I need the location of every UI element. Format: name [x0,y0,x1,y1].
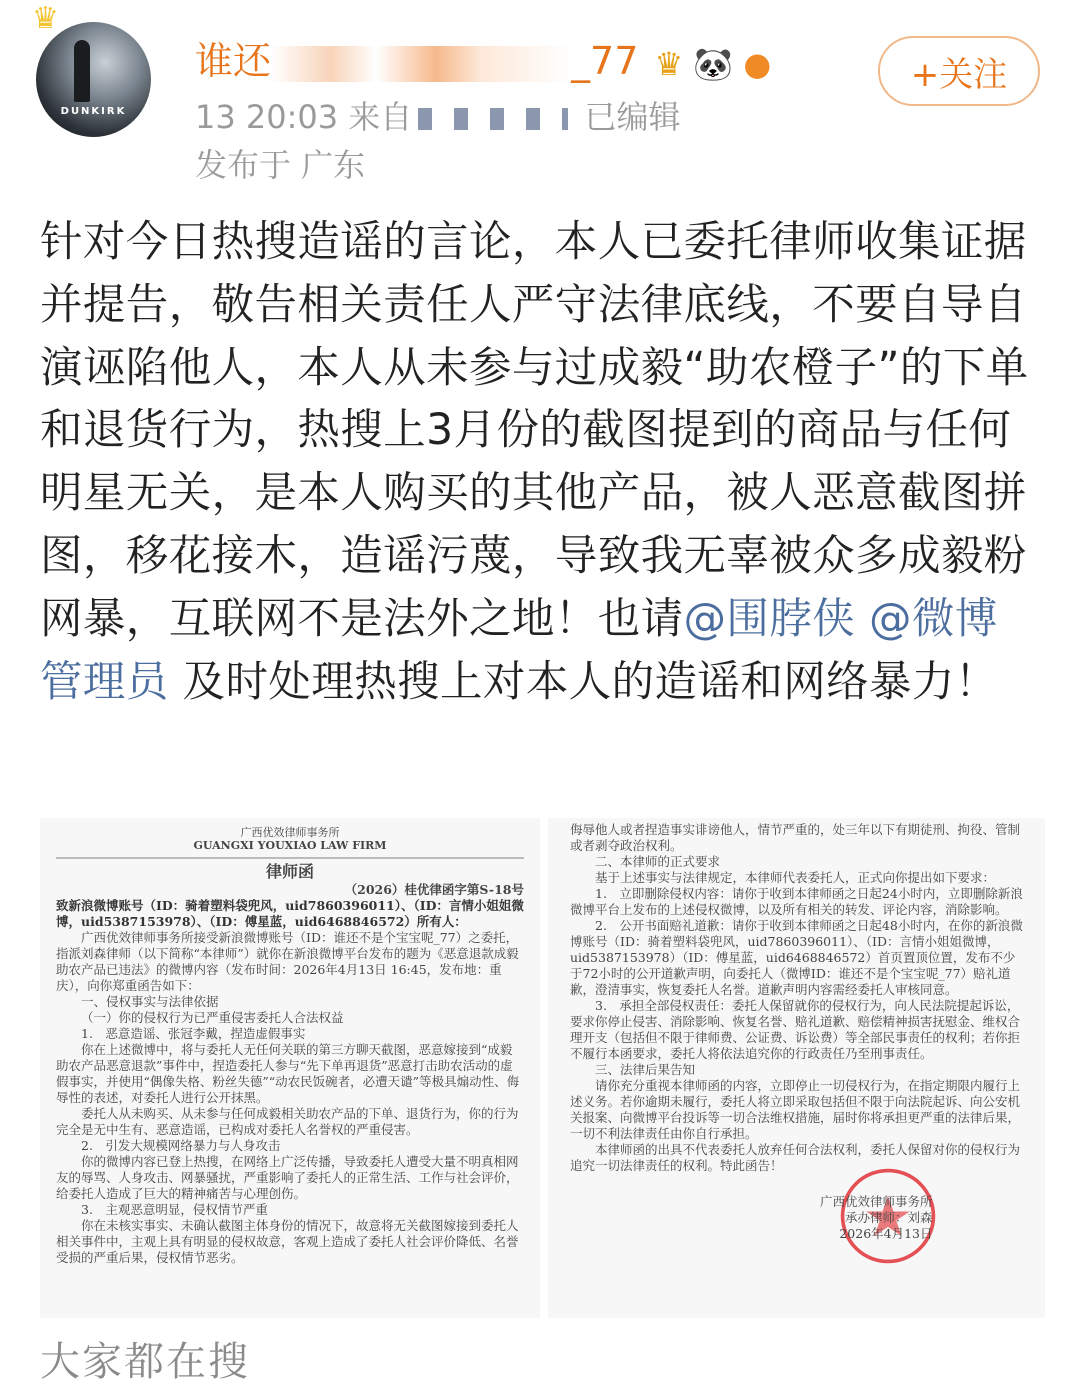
paragraph: 你的微博内容已登上热搜，在网络上广泛传播，导致委托人遭受大量不明真相网友的辱骂、人身攻击、网暴骚扰，严重影响了委托人的正常生活、工作与社会评价，给委托人造成了巨大的精神痛苦与心理创伤。 [56,1154,519,1201]
crown-badge-icon[interactable]: ♛ [654,44,684,83]
lawyer-letter-image-1[interactable] [40,818,540,1318]
paragraph: 本律师函的出具不代表委托人放弃任何合法权利，委托人保留对你的侵权行为追究一切法律责任的权利。特此函告！ [570,1142,1021,1173]
edited-label[interactable]: 已编辑 [584,98,681,136]
follow-button[interactable]: +关注 [878,36,1040,106]
heading: 二、本律师的正式要求 [595,854,721,869]
paragraph: 2. 公开书面赔礼道歉：请你于收到本律师函之日起48小时内，在你的新浪微博账号（ID：骑着塑料袋兜风，uid7860396011）、（ID：言情小姐姐微博，uid5387153978）（ID：傅星蓝，uid6468846572）首页置顶位置，发布不少于72小时的公开道歉声明，向委托人（微博ID：谁还不是个宝宝呢_77）赔礼道歉，澄清事实，恢复委托人名誉。道歉声明内容需经委托人审核同意。 [570,918,1023,997]
fish-badge-icon[interactable]: ● [743,44,772,83]
username-prefix: 谁还 [195,39,272,83]
subheading: 3. 主观恶意明显，侵权情节严重 [81,1202,268,1217]
post-text [40,212,1040,714]
paragraph: 你在上述微博中，将与委托人无任何关联的第三方聊天截图，恶意嫁接到“成毅助农产品恶意退款”事件中，捏造委托人参与“先下单再退货”恶意打击助农活动的虚假事实，并使用“偶像失格、粉丝失德”“动农民饭碗者，必遭天谴”等极具煽动性、侮辱性的表述，对委托人进行公开抹黑。 [56,1042,520,1105]
lawyer-letter-image-2[interactable] [548,818,1045,1318]
header-divider [56,857,524,859]
paragraph: 侮辱他人或者捏造事实诽谤他人，情节严重的，处三年以下有期徒刑、拘役、管制或者剥夺政治权利。 [570,822,1021,853]
mention-weibo-admin[interactable]: @微博管理员 [40,594,998,707]
paragraph: 广西优效律师事务所接受新浪微博账号（ID：谁还不是个宝宝呢_77）之委托，指派刘森律师（以下简称“本律师”）就你在新浪微博平台发布的题为《恶意退款成毅助农产品已违法》的微博内容（发布时间：2026年4月13日 16:45，发布地：重庆），向你郑重函告如下： [56,930,519,993]
firm-name-en: GUANGXI YOUXIAO LAW FIRM [193,839,387,852]
addressee: 致新浪微博账号（ID：骑着塑料袋兜风，uid7860396011）、（ID：言情小姐姐微博，uid5387153978）、（ID：傅星蓝，uid6468846572）所有人： [56,898,524,929]
heading: 一、侵权事实与法律依据 [81,994,219,1009]
post-source-prefix: 来自 [348,98,413,136]
firm-name-cn: 广西优效律师事务所 [240,826,340,839]
avatar-title: DUNKIRK [60,106,127,117]
paragraph: 请你充分重视本律师函的内容，立即停止一切侵权行为，在指定期限内履行上述义务。若你逾期未履行，委托人将立即采取包括但不限于向法院起诉、向公安机关报案、向微博平台投诉等一切合法维权措施，届时你将承担更严重的法律后果，一切不利法律责任由你自行承担。 [570,1078,1021,1141]
subheading: 2. 引发大规模网络暴力与人身攻击 [81,1138,281,1153]
post-time: 13 20:03 [195,98,339,136]
paragraph: 基于上述事实与法律规定，本律师代表委托人，正式向你提出如下要求： [595,870,996,885]
sign-lawyer: 承办律师：刘森 [845,1210,933,1225]
signature-block [570,1180,1027,1260]
post-text-main: 针对今日热搜造谣的言论，本人已委托律师收集证据并提告，敬告相关责任人严守法律底线，不要自导自演诬陷他人，本人从未参与过成毅“助农橙子”的下单和退货行为，热搜上3月份的截图提到的商品与任何明星无关，是本人购买的其他产品，被人恶意截图拼图，移花接木，造谣污蔑，导致我无辜被众多成毅粉网暴，互联网不是法外之地！也请 [40,218,1029,644]
subheading: 1. 恶意造谣、张冠李戴，捏造虚假事实 [81,1026,306,1041]
sign-firm: 广西优效律师事务所 [820,1194,933,1209]
paragraph: 1. 立即删除侵权内容：请你于收到本律师函之日起24小时内，立即删除新浪微博平台上发布的上述侵权微博，以及所有相关的转发、评论内容，消除影响。 [570,886,1023,917]
letter-ref: （2026）桂优律函字第S-18号 [344,882,524,897]
heading: （一）你的侵权行为已严重侵害委托人合法权益 [81,1010,344,1025]
heading: 三、法律后果告知 [595,1062,696,1077]
paragraph: 委托人从未购买、从未参与任何成毅相关助农产品的下单、退货行为，你的行为完全是无中生有、恶意造谣，已构成对委托人名誉权的严重侵害。 [56,1106,519,1137]
sign-date: 2026年4月13日 [839,1226,933,1241]
trending-search-title: 大家都在搜 [40,1339,250,1385]
letter-title: 律师函 [265,862,314,881]
post-text-end: 及时处理热搜上对本人的造谣和网络暴力！ [182,657,998,707]
avatar[interactable] [32,1,151,137]
crown-icon: ♛ [32,1,59,36]
panda-badge-icon[interactable]: 🐼 [693,44,734,83]
paragraph: 3. 承担全部侵权责任：委托人保留就你的侵权行为，向人民法院提起诉讼，要求你停止侵害、消除影响、恢复名誉、赔礼道歉、赔偿精神损害抚慰金、维权合理开支（包括但不限于律师费、公证费、诉讼费）等全部民事责任的权利；若你拒不履行本函要求，委托人将依法追究你的行政责任乃至刑事责任。 [570,998,1021,1061]
post-meta [195,92,680,138]
post-location: 发布于 广东 [195,146,366,184]
post-source-redacted[interactable] [418,108,568,130]
username-redacted [271,46,571,82]
avatar-figure [74,40,90,102]
mention-weibo-helper[interactable]: @围脖侠 [683,594,856,644]
username[interactable] [195,30,771,85]
avatar-image [36,22,151,137]
username-suffix: _77 [571,39,639,83]
paragraph: 你在未核实事实、未确认截图主体身份的情况下，故意将无关截图嫁接到委托人相关事件中，主观上具有明显的侵权故意，客观上造成了委托人社会评价降低、名誉受损的严重后果，侵权情节恶劣。 [56,1218,519,1265]
